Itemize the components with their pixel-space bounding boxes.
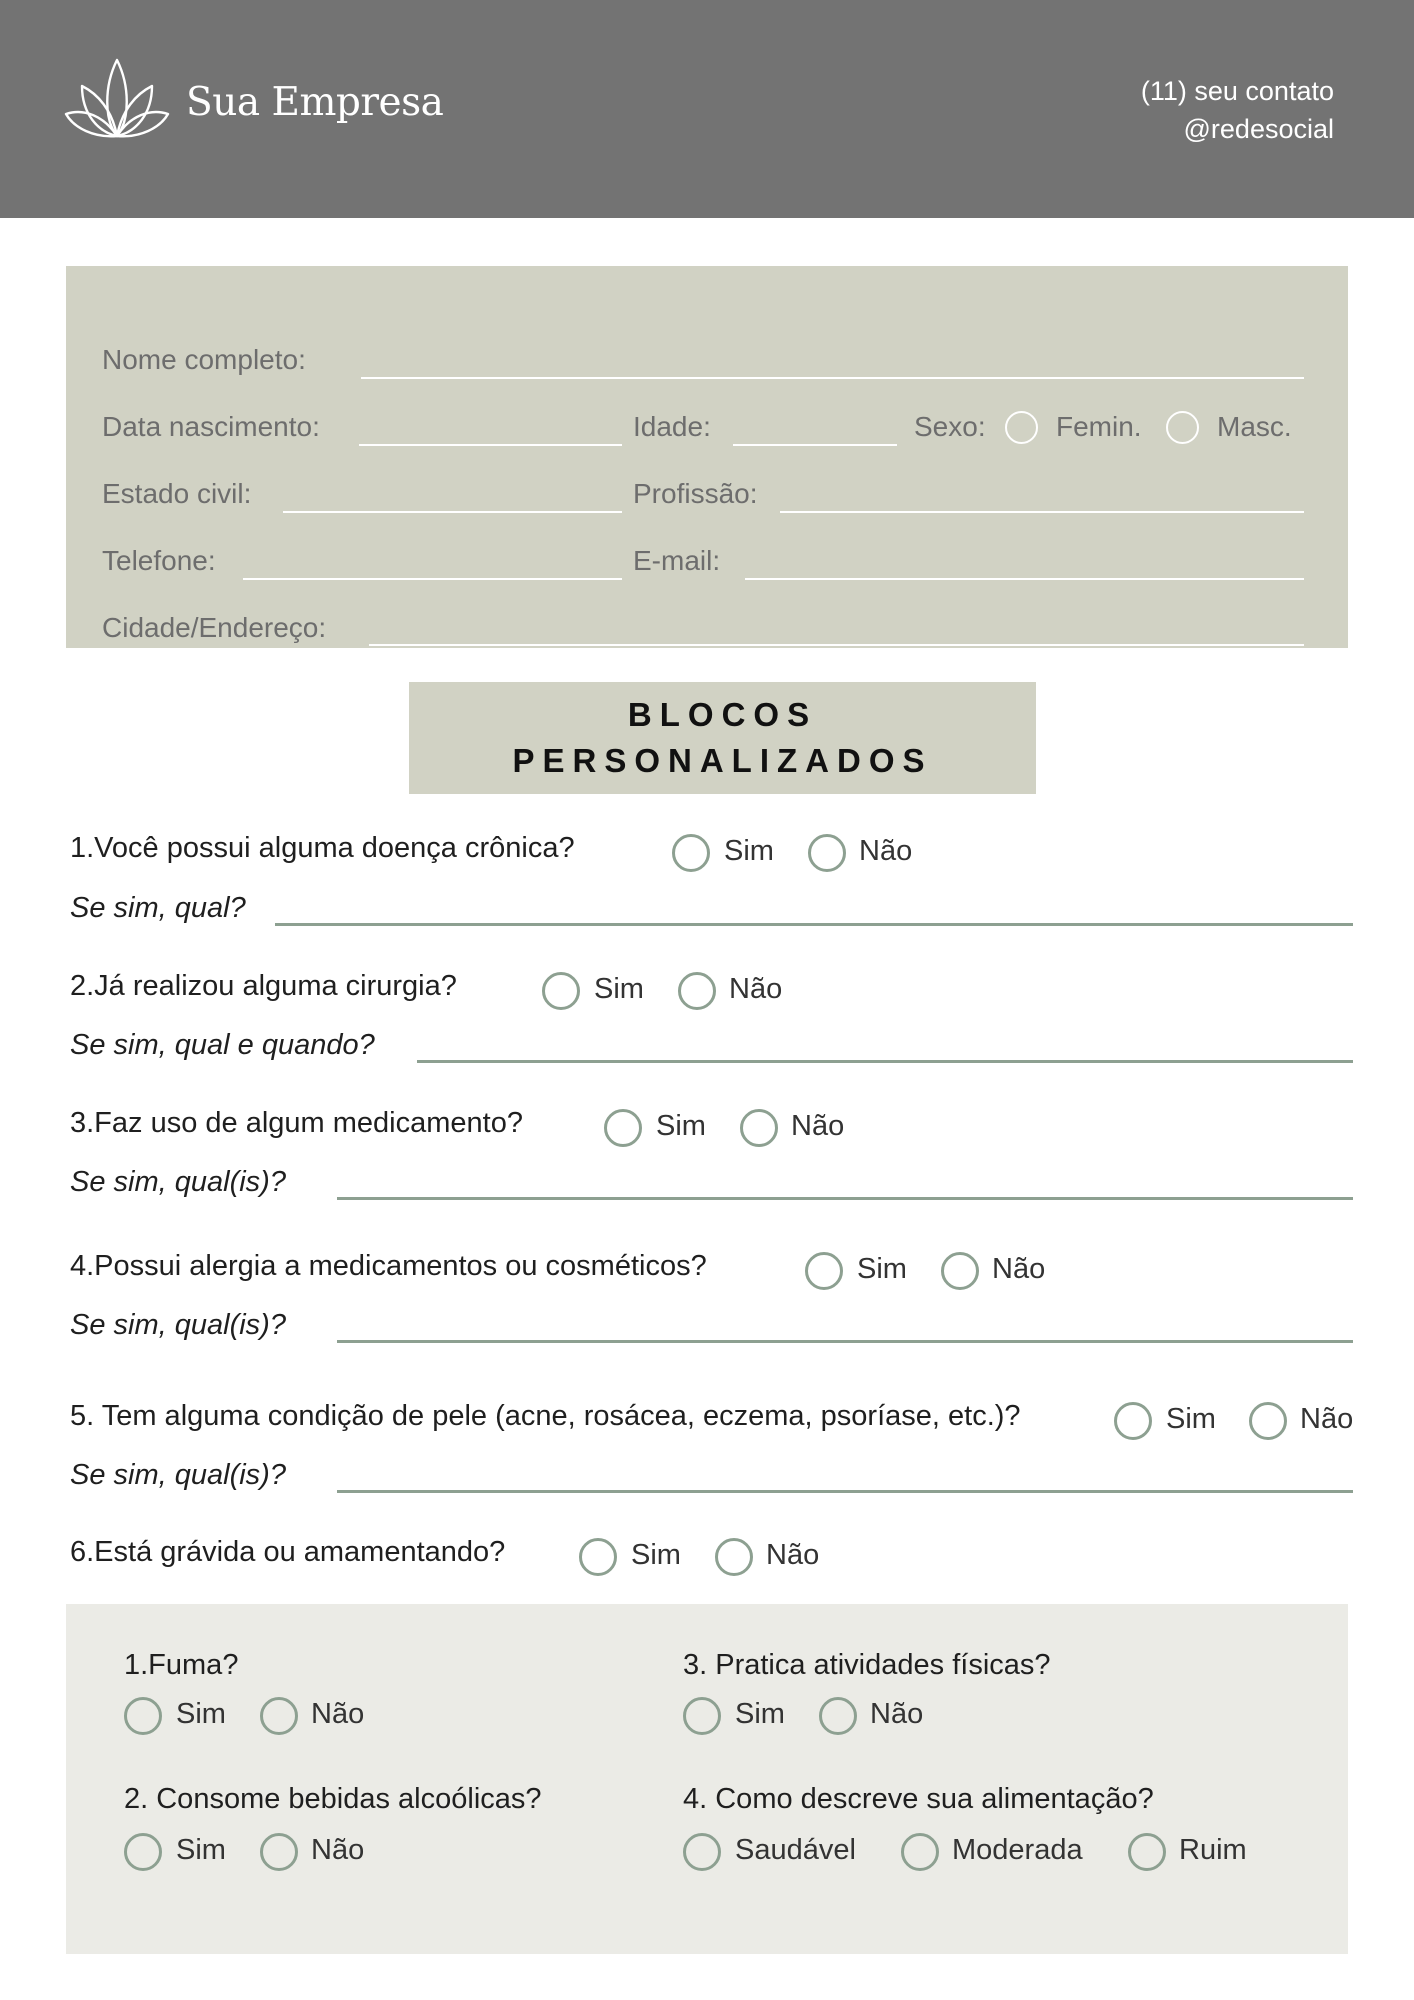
q1-no-radio[interactable]	[808, 834, 846, 872]
q1-yes-radio[interactable]	[672, 834, 710, 872]
male-label: Masc.	[1217, 411, 1292, 442]
male-radio[interactable]	[1166, 411, 1199, 444]
birth-date-label: Data nascimento:	[102, 411, 320, 442]
q2-no-label: Não	[729, 973, 783, 1005]
personal-info-panel	[66, 266, 1348, 648]
q2-yes-radio[interactable]	[542, 972, 580, 1010]
full-name-label: Nome completo:	[102, 344, 306, 375]
question-6: 6.Está grávida ou amamentando?	[70, 1536, 506, 1568]
question-4: 4.Possui alergia a medicamentos ou cosméticos?	[70, 1250, 707, 1282]
age-label: Idade:	[633, 411, 711, 442]
exercise-no-label: Não	[870, 1698, 924, 1730]
diet-poor-label: Ruim	[1179, 1834, 1247, 1866]
q4-no-label: Não	[992, 1253, 1046, 1285]
question-2: 2.Já realizou alguma cirurgia?	[70, 970, 457, 1002]
city-address-label: Cidade/Endereço:	[102, 612, 327, 643]
q4-yes-label: Sim	[857, 1253, 907, 1285]
diet-healthy-radio[interactable]	[683, 1833, 721, 1871]
marital-status-label: Estado civil:	[102, 478, 252, 509]
q1-no-label: Não	[859, 835, 913, 867]
diet-poor-radio[interactable]	[1128, 1833, 1166, 1871]
q5-no-radio[interactable]	[1249, 1402, 1287, 1440]
smoke-yes-radio[interactable]	[124, 1697, 162, 1735]
q3-yes-label: Sim	[656, 1110, 706, 1142]
habit-smoke-question: 1.Fuma?	[124, 1649, 239, 1681]
lotus-logo-icon	[64, 56, 170, 142]
alcohol-yes-radio[interactable]	[124, 1833, 162, 1871]
question-1: 1.Você possui alguma doença crônica?	[70, 832, 575, 864]
full-name-field[interactable]	[361, 377, 1304, 379]
q6-no-label: Não	[766, 1539, 820, 1571]
question-3: 3.Faz uso de algum medicamento?	[70, 1107, 523, 1139]
contact-phone: (11) seu contato	[1140, 76, 1334, 106]
q5-followup-label: Se sim, qual(is)?	[70, 1459, 286, 1491]
age-field[interactable]	[733, 444, 897, 446]
smoke-no-label: Não	[311, 1698, 365, 1730]
exercise-no-radio[interactable]	[819, 1697, 857, 1735]
q4-yes-radio[interactable]	[805, 1252, 843, 1290]
sex-label: Sexo:	[914, 411, 986, 442]
q5-yes-radio[interactable]	[1114, 1402, 1152, 1440]
q6-yes-label: Sim	[631, 1539, 681, 1571]
contact-info	[1141, 72, 1334, 148]
alcohol-no-label: Não	[311, 1834, 365, 1866]
smoke-yes-label: Sim	[176, 1698, 226, 1730]
birth-date-field[interactable]	[359, 444, 622, 446]
diet-moderate-radio[interactable]	[901, 1833, 939, 1871]
section-title-line2: PERSONALIZADOS	[512, 742, 933, 779]
q1-yes-label: Sim	[724, 835, 774, 867]
q1-followup-label: Se sim, qual?	[70, 892, 246, 924]
email-field[interactable]	[745, 578, 1304, 580]
female-radio[interactable]	[1005, 411, 1038, 444]
phone-field[interactable]	[243, 578, 622, 580]
profession-field[interactable]	[780, 511, 1304, 513]
habit-exercise-question: 3. Pratica atividades físicas?	[683, 1649, 1051, 1681]
q4-no-radio[interactable]	[941, 1252, 979, 1290]
q1-followup-field[interactable]	[275, 923, 1353, 926]
email-label: E-mail:	[633, 545, 721, 576]
q3-followup-field[interactable]	[337, 1197, 1353, 1200]
q2-no-radio[interactable]	[678, 972, 716, 1010]
q2-yes-label: Sim	[594, 973, 644, 1005]
section-title	[409, 682, 1036, 794]
exercise-yes-label: Sim	[735, 1698, 785, 1730]
q4-followup-label: Se sim, qual(is)?	[70, 1309, 286, 1341]
alcohol-no-radio[interactable]	[260, 1833, 298, 1871]
marital-status-field[interactable]	[283, 511, 622, 513]
diet-moderate-label: Moderada	[952, 1834, 1083, 1866]
q2-followup-label: Se sim, qual e quando?	[70, 1029, 375, 1061]
q3-yes-radio[interactable]	[604, 1109, 642, 1147]
q5-followup-field[interactable]	[337, 1490, 1353, 1493]
contact-social: @redesocial	[1183, 114, 1334, 144]
habit-alcohol-question: 2. Consome bebidas alcoólicas?	[124, 1783, 542, 1815]
q6-yes-radio[interactable]	[579, 1538, 617, 1576]
q3-no-radio[interactable]	[740, 1109, 778, 1147]
habit-diet-question: 4. Como descreve sua alimentação?	[683, 1783, 1154, 1815]
q5-yes-label: Sim	[1166, 1403, 1216, 1435]
phone-label: Telefone:	[102, 545, 216, 576]
q6-no-radio[interactable]	[715, 1538, 753, 1576]
question-5: 5. Tem alguma condição de pele (acne, rosácea, eczema, psoríase, etc.)?	[70, 1400, 1021, 1432]
alcohol-yes-label: Sim	[176, 1834, 226, 1866]
profession-label: Profissão:	[633, 478, 758, 509]
q5-no-label: Não	[1300, 1403, 1354, 1435]
section-title-line1: BLOCOS	[627, 696, 818, 733]
q2-followup-field[interactable]	[417, 1060, 1353, 1063]
brand-name: Sua Empresa	[186, 80, 444, 125]
q4-followup-field[interactable]	[337, 1340, 1353, 1343]
q3-followup-label: Se sim, qual(is)?	[70, 1166, 286, 1198]
exercise-yes-radio[interactable]	[683, 1697, 721, 1735]
diet-healthy-label: Saudável	[735, 1834, 856, 1866]
smoke-no-radio[interactable]	[260, 1697, 298, 1735]
q3-no-label: Não	[791, 1110, 845, 1142]
city-address-field[interactable]	[369, 644, 1304, 646]
female-label: Femin.	[1056, 411, 1142, 442]
